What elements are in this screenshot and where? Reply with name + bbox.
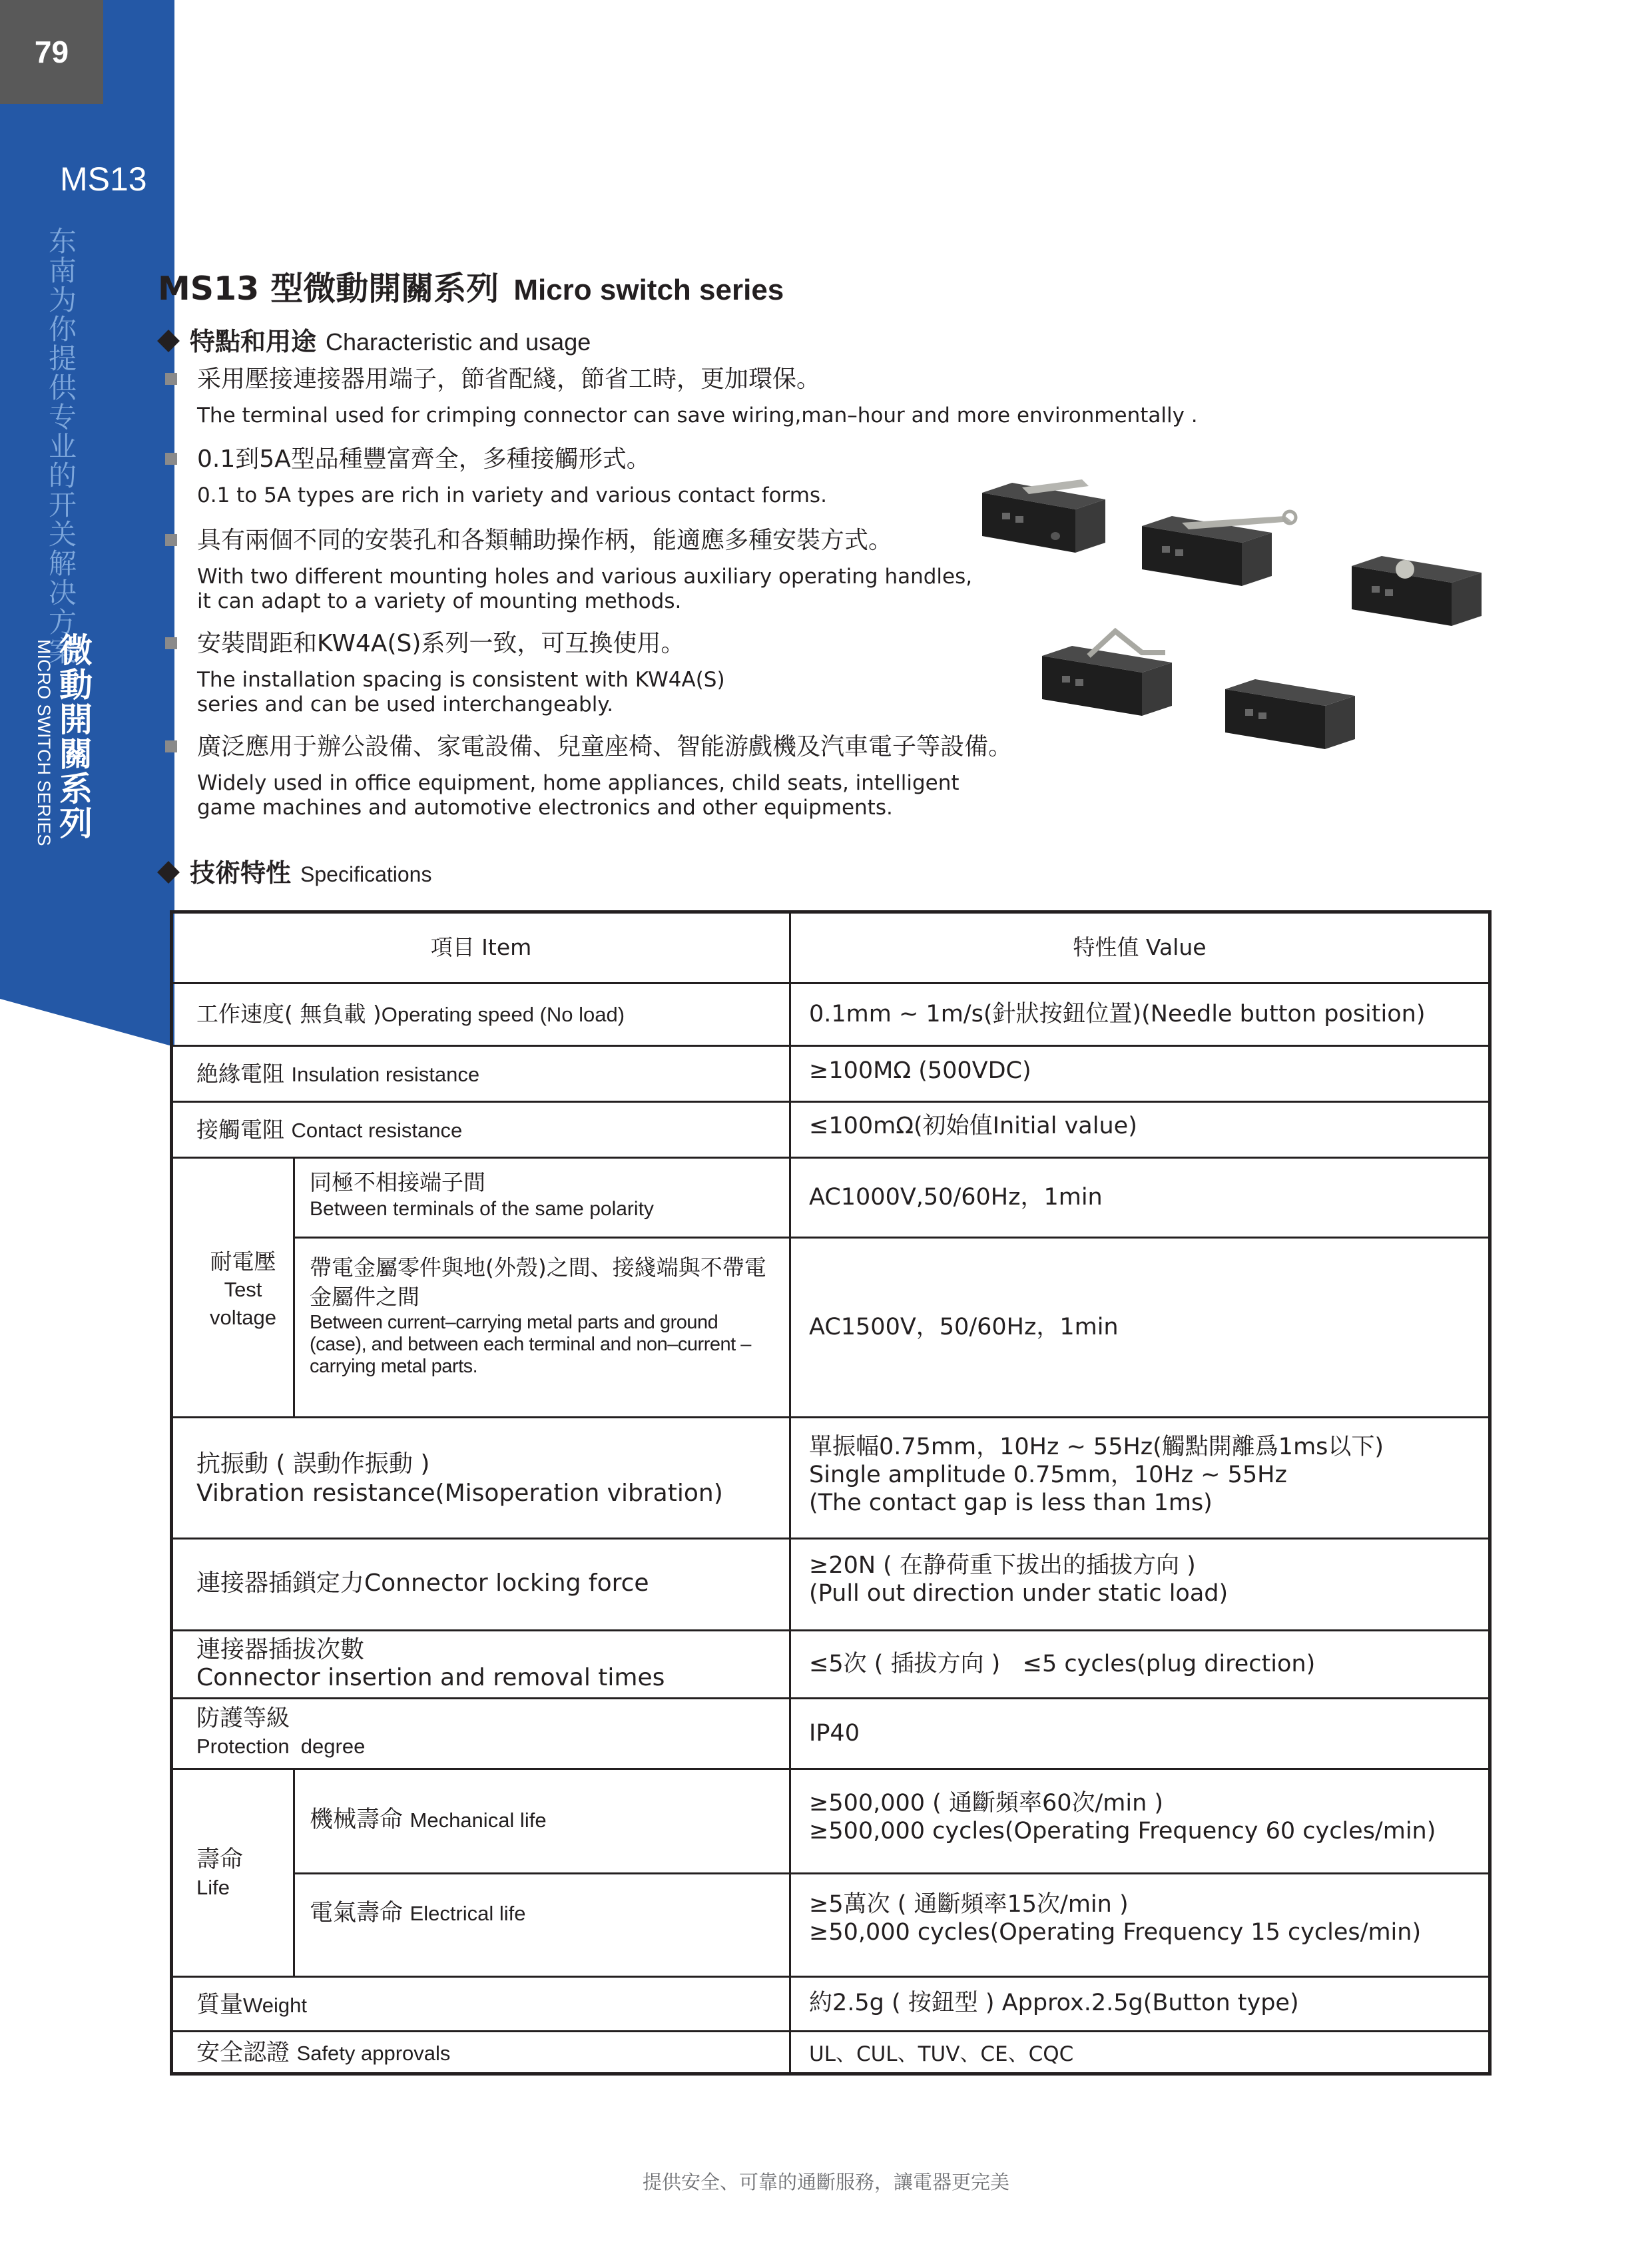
micro-switch-image-2 (1135, 503, 1302, 603)
spec-label-locking-force: 連接器插鎖定力Connector locking force (196, 1569, 649, 1597)
spec-label-voltage-ground: 帶電金屬零件與地(外殼)之間、接綫端與不帶電金屬件之間 Between current–carrying metal parts and ground (case), and between each terminal and non–current –carrying metal parts. (310, 1255, 766, 1377)
spec-group-life: 壽命 Life (196, 1846, 244, 1899)
section-heading-characteristics (158, 321, 591, 358)
square-bullet-icon (165, 637, 177, 649)
spec-label-safety: 安全認證 Safety approvals (196, 2040, 451, 2066)
micro-switch-image-4 (1035, 626, 1189, 732)
spec-group-test-voltage: 耐電壓 Test voltage (210, 1249, 276, 1329)
diamond-bullet-icon (157, 861, 180, 884)
spec-value-electrical-life: ≥5萬次 ( 通斷頻率15次/min ) ≥50,000 cycles(Operating Frequency 15 cycles/min) (809, 1891, 1422, 1946)
side-band (0, 0, 174, 1047)
feature-text-cn: 采用壓接連接器用端子，節省配綫，節省工時，更加環保。 (197, 366, 821, 393)
side-title-en: MICRO SWITCH SERIES (34, 639, 54, 846)
spec-value-insulation: ≥100MΩ (500VDC) (809, 1057, 1031, 1084)
feature-text-cn: 安裝間距和KW4A(S)系列一致，可互換使用。 (197, 630, 685, 657)
page-title-cn: MS13 型微動開關系列 (158, 270, 499, 308)
side-slogan: 东南为你提供专业的开关解决方案 (45, 226, 77, 666)
square-bullet-icon (165, 373, 177, 385)
feature-text-en: 0.1 to 5A types are rich in variety and various contact forms. (197, 483, 827, 507)
side-model-label: MS13 (60, 160, 147, 198)
spec-value-voltage-same-polarity: AC1000V,50/60Hz，1min (809, 1184, 1103, 1211)
section-heading-cn: 特點和用途 (190, 327, 317, 356)
spec-label-contact: 接觸電阻 Contact resistance (196, 1117, 463, 1143)
feature-text-en: The terminal used for crimping connector can save wiring,man–hour and more environmentally . (197, 404, 1198, 427)
spec-value-protection: IP40 (809, 1720, 860, 1747)
spec-value-mechanical-life: ≥500,000 ( 通斷頻率60次/min ) ≥500,000 cycles(Operating Frequency 60 cycles/min) (809, 1790, 1436, 1844)
table-header-item: 項目 Item (430, 934, 532, 960)
spec-label-insulation: 絶緣電阻 Insulation resistance (196, 1061, 480, 1087)
square-bullet-icon (165, 740, 177, 752)
spec-label-voltage-same-polarity: 同極不相接端子間 Between terminals of the same polarity (310, 1169, 654, 1220)
page-title-en: Micro switch series (513, 274, 784, 306)
spec-value-contact: ≤100mΩ(初始值Initial value) (809, 1113, 1137, 1139)
micro-switch-image-5 (1219, 666, 1365, 759)
spec-label-electrical-life: 電氣壽命 Electrical life (310, 1900, 526, 1926)
diamond-bullet-icon (157, 330, 180, 352)
spec-label-protection: 防護等級 Protection degree (196, 1705, 366, 1758)
spec-label-operating-speed: 工作速度( 無負載 )Operating speed (No load) (196, 1001, 625, 1027)
micro-switch-image-1 (975, 473, 1115, 566)
micro-switch-image-3 (1345, 543, 1498, 636)
spec-value-safety: UL、CUL、TUV、CE、CQC (809, 2042, 1074, 2066)
spec-value-vibration: 單振幅0.75mm，10Hz ~ 55Hz(觸點開離爲1ms以下) Single amplitude 0.75mm，10Hz ~ 55Hz (The contact gap is less than 1ms) (809, 1434, 1384, 1516)
spec-label-vibration: 抗振動 ( 誤動作振動 ) Vibration resistance(Misoperation vibration) (196, 1450, 723, 1507)
section-heading-cn: 技術特性 (190, 858, 292, 888)
spec-value-voltage-ground: AC1500V，50/60Hz，1min (809, 1314, 1119, 1340)
spec-value-operating-speed: 0.1mm ~ 1m/s(針狀按鈕位置)(Needle button position) (809, 1001, 1426, 1027)
spec-value-locking-force: ≥20N ( 在静荷重下拔出的插拔方向 ) (Pull out direction under static load) (809, 1552, 1229, 1607)
table-header-value: 特性值 Value (1073, 934, 1207, 960)
section-heading-en: Specifications (300, 862, 432, 886)
square-bullet-icon (165, 534, 177, 546)
spec-value-insertion-times: ≤5次 ( 插拔方向 ) ≤5 cycles(plug direction) (809, 1651, 1316, 1677)
square-bullet-icon (165, 453, 177, 465)
side-title-cn: 微動開關系列 (54, 633, 93, 840)
page-number: 79 (0, 0, 103, 104)
footer-slogan: 提供安全、可靠的通斷服務，讓電器更完美 (642, 2171, 1009, 2193)
feature-text-cn: 具有兩個不同的安裝孔和各類輔助操作柄，能適應多種安裝方式。 (197, 527, 893, 554)
spec-label-mechanical-life: 機械壽命 Mechanical life (310, 1807, 547, 1833)
page-title (158, 263, 784, 310)
feature-text-cn: 0.1到5A型品種豐富齊全，多種接觸形式。 (197, 445, 651, 473)
feature-text-en: The installation spacing is consistent with KW4A(S) series and can be used interchangeably. (197, 668, 725, 716)
section-heading-en: Characteristic and usage (326, 328, 591, 356)
feature-text-en: Widely used in office equipment, home appliances, child seats, intelligent game machines and automotive electronics and other equipments. (197, 771, 960, 820)
feature-text-cn: 廣泛應用于辦公設備、家電設備、兒童座椅、智能游戲機及汽車電子等設備。 (197, 733, 1013, 760)
spec-value-weight: 約2.5g ( 按鈕型 ) Approx.2.5g(Button type) (809, 1990, 1299, 2016)
section-heading-specifications (158, 852, 431, 889)
spec-label-insertion-times: 連接器插拔次數 Connector insertion and removal times (196, 1636, 665, 1691)
spec-table (170, 910, 1492, 2076)
feature-text-en: With two different mounting holes and various auxiliary operating handles, it can adapt to a variety of mounting methods. (197, 565, 973, 613)
spec-label-weight: 質量Weight (196, 1992, 307, 2018)
